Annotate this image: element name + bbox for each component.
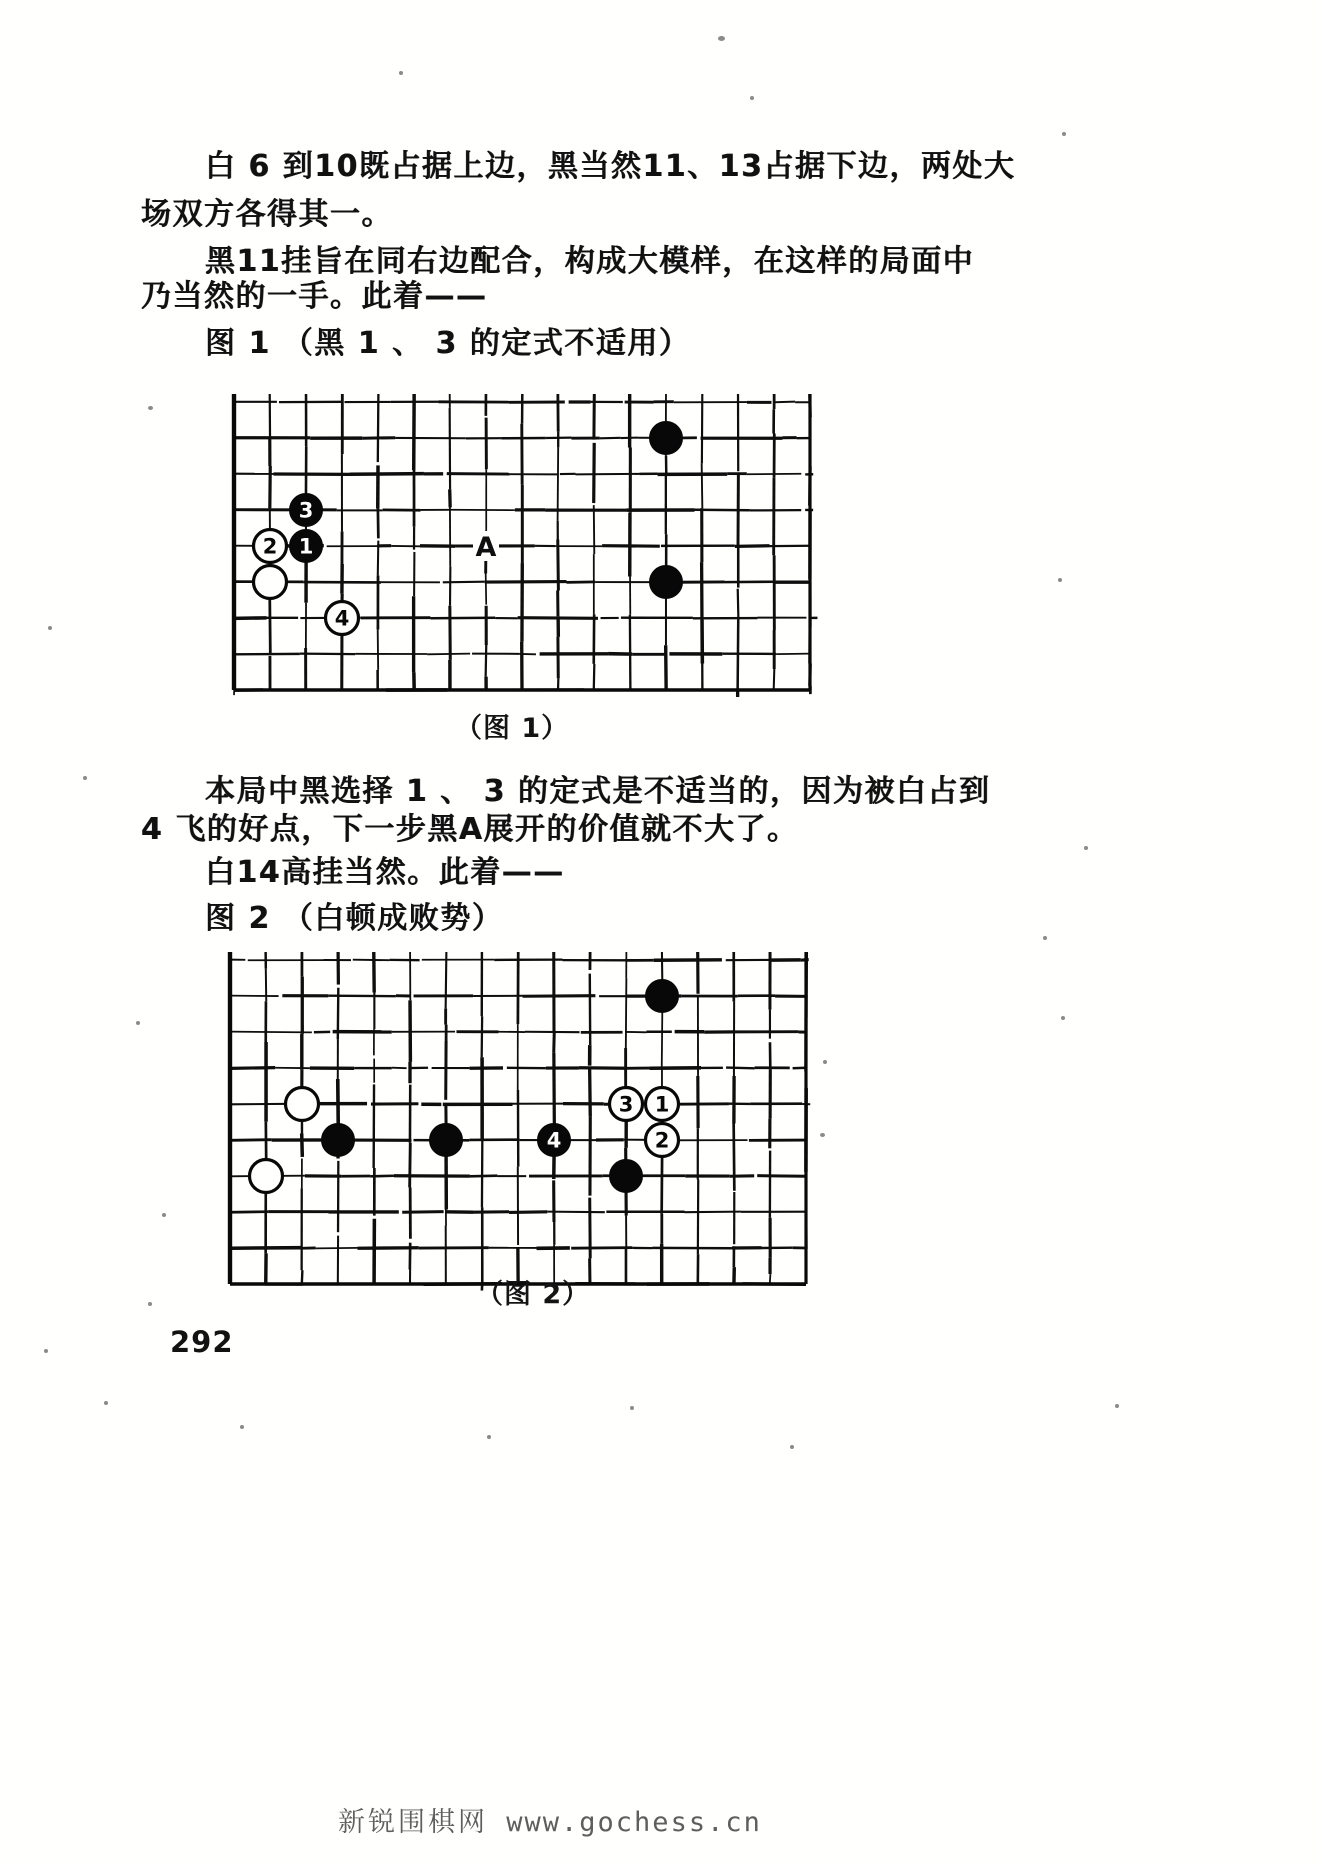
go-stone-black-1 — [290, 530, 323, 563]
scan-speck — [1043, 936, 1047, 940]
stone-number-label: 3 — [298, 498, 314, 523]
figure-2-board — [222, 952, 814, 1292]
figure-2-heading: 图 2 （白顿成败势） — [205, 901, 504, 936]
footer-site-name: 新锐围棋网 — [338, 1807, 488, 1838]
go-stone-black-3 — [290, 494, 323, 527]
stone-number-label: 1 — [298, 534, 314, 559]
scan-speck — [1115, 1404, 1119, 1408]
paragraph-3-line-2: 4 飞的好点，下一步黑A展开的价值就不大了。 — [141, 812, 799, 847]
board-letter-marker: A — [475, 532, 497, 563]
figure-2-caption: （图 2） — [476, 1279, 591, 1310]
go-stone-black — [646, 980, 679, 1013]
go-stone-white-1 — [646, 1088, 679, 1121]
go-stone-black — [650, 566, 683, 599]
scan-speck — [1084, 846, 1088, 850]
stone-number-label: 2 — [654, 1128, 670, 1153]
scan-speck — [136, 1021, 140, 1025]
scan-speck — [820, 1133, 825, 1137]
footer-site-url: www.gochess.cn — [506, 1807, 762, 1838]
scan-speck — [823, 1060, 827, 1064]
stone-number-label: 3 — [618, 1092, 634, 1117]
go-stone-black-4 — [538, 1124, 571, 1157]
paragraph-2-line-1: 黑11挂旨在同右边配合，构成大模样，在这样的局面中 — [205, 244, 975, 279]
go-stone-white-2 — [254, 530, 287, 563]
go-stone-white-3 — [610, 1088, 643, 1121]
stone-number-label: 1 — [654, 1092, 670, 1117]
figure-1-caption: （图 1） — [455, 713, 570, 744]
scan-speck — [1061, 1016, 1065, 1020]
go-stone-white — [254, 566, 287, 599]
scan-speck — [487, 1435, 491, 1439]
go-grid — [226, 394, 818, 698]
go-stone-white-4 — [326, 602, 359, 635]
go-stone-white-2 — [646, 1124, 679, 1157]
go-stone-white — [250, 1160, 283, 1193]
scan-speck — [790, 1445, 794, 1449]
stone-number-label: 2 — [262, 534, 278, 559]
paragraph-2-line-2: 乃当然的一手。此着—— — [141, 279, 488, 314]
scan-speck — [104, 1401, 108, 1405]
scan-speck — [148, 406, 153, 410]
go-stone-black — [650, 422, 683, 455]
scan-speck — [240, 1425, 244, 1429]
stone-number-label: 4 — [546, 1128, 562, 1153]
scan-speck — [83, 776, 87, 780]
scan-speck — [48, 626, 52, 630]
stone-number-label: 4 — [334, 606, 350, 631]
figure-1-heading: 图 1 （黑 1 、 3 的定式不适用） — [205, 326, 691, 361]
scan-speck — [630, 1406, 634, 1410]
go-stone-black — [610, 1160, 643, 1193]
paragraph-3-line-1: 本局中黑选择 1 、 3 的定式是不适当的，因为被白占到 — [205, 774, 991, 809]
go-stone-black — [430, 1124, 463, 1157]
scan-speck — [750, 96, 754, 100]
scan-speck — [1062, 132, 1066, 136]
scan-speck — [162, 1213, 166, 1217]
scan-speck — [1058, 578, 1062, 582]
go-grid — [222, 952, 814, 1292]
paragraph-1-line-2: 场双方各得其一。 — [141, 197, 393, 232]
go-stone-white — [286, 1088, 319, 1121]
scan-speck — [399, 71, 403, 75]
go-stone-black — [322, 1124, 355, 1157]
paragraph-1-line-1: 白 6 到10既占据上边，黑当然11、13占据下边，两处大 — [205, 149, 1016, 184]
paragraph-4-line-1: 白14高挂当然。此着—— — [205, 855, 565, 890]
scan-speck — [148, 1302, 152, 1306]
scan-speck — [44, 1349, 48, 1353]
scan-speck — [718, 36, 725, 41]
figure-1-board — [226, 394, 818, 698]
page-number: 292 — [170, 1325, 234, 1359]
footer-watermark — [338, 1800, 762, 1839]
